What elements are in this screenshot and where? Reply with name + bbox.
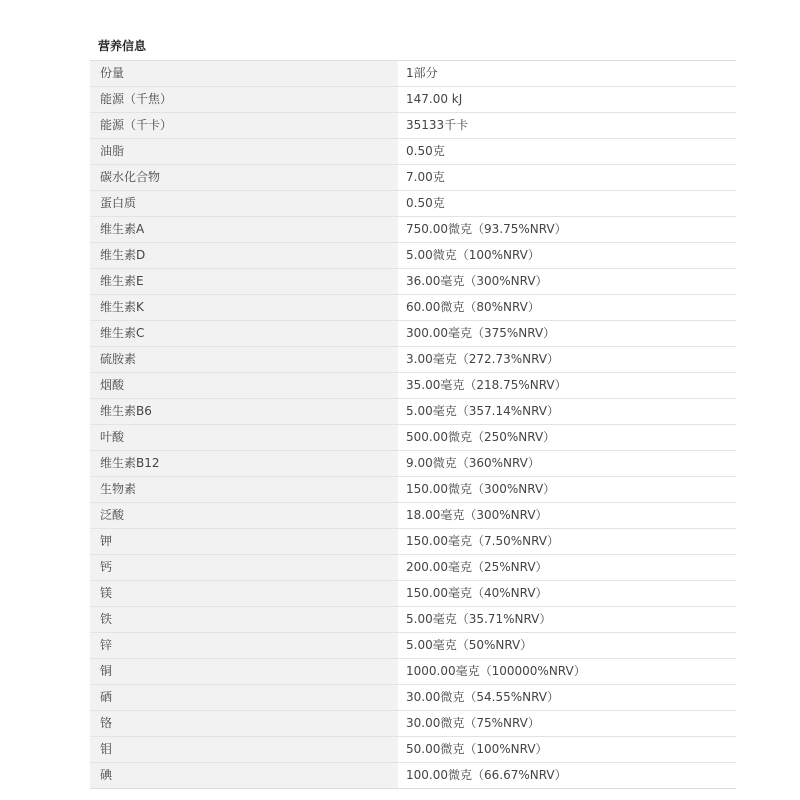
nutrient-value: 5.00毫克（50%NRV） <box>398 633 736 658</box>
nutrient-name: 维生素K <box>90 295 398 320</box>
nutrient-name: 维生素A <box>90 217 398 242</box>
nutrient-value: 150.00微克（300%NRV） <box>398 477 736 502</box>
table-row <box>90 451 736 477</box>
nutrient-name: 铬 <box>90 711 398 736</box>
nutrient-name: 镁 <box>90 581 398 606</box>
nutrient-name: 叶酸 <box>90 425 398 450</box>
table-row <box>90 321 736 347</box>
nutrient-name: 维生素B6 <box>90 399 398 424</box>
nutrient-value: 0.50克 <box>398 191 736 216</box>
nutrient-name: 硫胺素 <box>90 347 398 372</box>
nutrient-value: 30.00微克（54.55%NRV） <box>398 685 736 710</box>
nutrient-value: 5.00毫克（35.71%NRV） <box>398 607 736 632</box>
nutrient-value: 60.00微克（80%NRV） <box>398 295 736 320</box>
nutrient-value: 100.00微克（66.67%NRV） <box>398 763 736 788</box>
nutrient-value: 750.00微克（93.75%NRV） <box>398 217 736 242</box>
nutrient-name: 维生素E <box>90 269 398 294</box>
nutrient-name: 钼 <box>90 737 398 762</box>
table-row <box>90 633 736 659</box>
nutrient-name: 维生素C <box>90 321 398 346</box>
table-row <box>90 347 736 373</box>
table-row <box>90 607 736 633</box>
nutrient-name: 碘 <box>90 763 398 788</box>
nutrient-value: 1部分 <box>398 61 736 86</box>
section-title: 营养信息 <box>90 34 736 61</box>
nutrient-name: 蛋白质 <box>90 191 398 216</box>
nutrient-name: 铜 <box>90 659 398 684</box>
nutrient-value: 150.00毫克（40%NRV） <box>398 581 736 606</box>
table-row <box>90 737 736 763</box>
nutrient-value: 147.00 kJ <box>398 87 736 112</box>
nutrient-value: 150.00毫克（7.50%NRV） <box>398 529 736 554</box>
nutrient-value: 50.00微克（100%NRV） <box>398 737 736 762</box>
table-row <box>90 61 736 87</box>
nutrient-value: 7.00克 <box>398 165 736 190</box>
nutrient-value: 0.50克 <box>398 139 736 164</box>
table-row <box>90 295 736 321</box>
table-row <box>90 581 736 607</box>
nutrient-value: 5.00毫克（357.14%NRV） <box>398 399 736 424</box>
nutrient-name: 维生素D <box>90 243 398 268</box>
nutrient-value: 500.00微克（250%NRV） <box>398 425 736 450</box>
table-row <box>90 685 736 711</box>
table-row <box>90 191 736 217</box>
nutrient-name: 碳水化合物 <box>90 165 398 190</box>
table-row <box>90 373 736 399</box>
table-row <box>90 165 736 191</box>
table-row <box>90 529 736 555</box>
nutrient-name: 能源（千卡） <box>90 113 398 138</box>
nutrient-value: 200.00毫克（25%NRV） <box>398 555 736 580</box>
nutrient-value: 5.00微克（100%NRV） <box>398 243 736 268</box>
nutrient-name: 钾 <box>90 529 398 554</box>
table-row <box>90 555 736 581</box>
nutrient-name: 维生素B12 <box>90 451 398 476</box>
nutrition-info-panel <box>90 34 736 789</box>
table-row <box>90 399 736 425</box>
table-row <box>90 139 736 165</box>
nutrition-table <box>90 61 736 789</box>
nutrient-value: 18.00毫克（300%NRV） <box>398 503 736 528</box>
table-row <box>90 659 736 685</box>
table-row <box>90 87 736 113</box>
nutrient-value: 9.00微克（360%NRV） <box>398 451 736 476</box>
nutrient-value: 30.00微克（75%NRV） <box>398 711 736 736</box>
nutrient-value: 36.00毫克（300%NRV） <box>398 269 736 294</box>
nutrient-name: 份量 <box>90 61 398 86</box>
table-row <box>90 711 736 737</box>
nutrient-value: 300.00毫克（375%NRV） <box>398 321 736 346</box>
table-row <box>90 763 736 789</box>
nutrient-name: 铁 <box>90 607 398 632</box>
nutrient-value: 3.00毫克（272.73%NRV） <box>398 347 736 372</box>
nutrient-name: 油脂 <box>90 139 398 164</box>
table-row <box>90 503 736 529</box>
nutrient-value: 35.00毫克（218.75%NRV） <box>398 373 736 398</box>
nutrient-name: 泛酸 <box>90 503 398 528</box>
nutrient-value: 1000.00毫克（100000%NRV） <box>398 659 736 684</box>
nutrient-name: 锌 <box>90 633 398 658</box>
table-row <box>90 217 736 243</box>
table-row <box>90 113 736 139</box>
nutrient-name: 硒 <box>90 685 398 710</box>
nutrient-name: 烟酸 <box>90 373 398 398</box>
table-row <box>90 269 736 295</box>
table-row <box>90 425 736 451</box>
table-row <box>90 477 736 503</box>
nutrient-name: 能源（千焦） <box>90 87 398 112</box>
nutrient-name: 钙 <box>90 555 398 580</box>
nutrient-name: 生物素 <box>90 477 398 502</box>
nutrient-value: 35133千卡 <box>398 113 736 138</box>
table-row <box>90 243 736 269</box>
